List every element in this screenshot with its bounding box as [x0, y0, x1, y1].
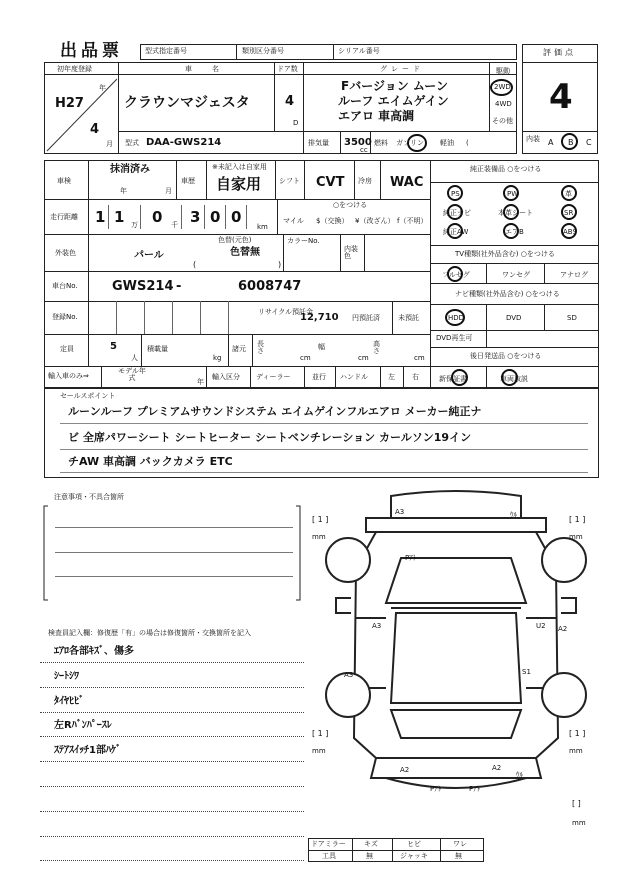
dvd-label: DVD再生可: [436, 334, 473, 342]
drive-label: 駆動: [496, 67, 510, 75]
rating-value: 4: [549, 77, 573, 117]
color-no-label: カラーNo.: [287, 237, 320, 245]
tv-oneseg[interactable]: ワンセグ: [502, 271, 530, 279]
equip-navi[interactable]: 純正ナビ: [443, 209, 471, 217]
interior-b[interactable]: B: [568, 138, 574, 147]
mark-front-a3: A3: [395, 508, 405, 516]
tv-label: TV種類(社外品含む) ○をつける: [455, 250, 555, 258]
equip-abs[interactable]: ABS: [563, 228, 577, 236]
doors-value: 4: [285, 94, 295, 109]
interior-circle: [561, 133, 578, 150]
meter-opt-3[interactable]: f（不明）: [397, 217, 428, 225]
grade-line-1: Fバージョン ムーン: [341, 79, 449, 93]
mark-rear-ware: ｳﾙ: [516, 771, 523, 779]
recycle-amount: 12,710: [300, 312, 339, 323]
dim-length-unit: cm: [300, 354, 311, 362]
inspector-label: 検査員記入欄：修復歴「有」の場合は修復箇所・交換箇所を記入: [48, 629, 251, 637]
caution-bracket: [42, 504, 302, 602]
mark-hood-patsu: Pｱﾄ: [405, 554, 417, 562]
equip-leather[interactable]: 革: [565, 190, 572, 198]
equip-abs-circle: [561, 223, 577, 239]
mileage-d5: 0: [210, 208, 221, 226]
handle-label: ハンドル: [340, 373, 368, 381]
equip-navi-circle: [447, 204, 463, 220]
caution-label: 注意事項・不具合箇所: [54, 493, 124, 501]
sales-line-3: チAW 車高調 バックカメラ ETC: [68, 455, 233, 468]
equip-ps-circle: [447, 185, 463, 201]
tire-fr-depth: [ 1 ]: [569, 515, 586, 524]
shaken-year-unit: 年: [120, 187, 127, 195]
mileage-sen: 千: [171, 221, 178, 229]
equip-pw[interactable]: PW: [507, 190, 519, 198]
after-manual-circle: [501, 369, 518, 386]
capacity-value: 5: [110, 341, 117, 352]
equip-pw-circle: [503, 185, 519, 201]
model-value: DAA-GWS214: [146, 137, 222, 148]
drive-4wd[interactable]: 4WD: [495, 100, 512, 108]
ac-label: 冷房: [358, 177, 372, 185]
capacity-label: 定員: [60, 345, 74, 353]
equip-sr-circle: [561, 204, 577, 220]
shaken-value: 抹消済み: [110, 164, 150, 175]
code-box: [140, 44, 517, 60]
mileage-d6: 0: [231, 208, 242, 226]
displacement-value: 3500: [344, 137, 372, 148]
mark-rear-patsu-b: Pｱﾄ: [469, 785, 481, 793]
mark-front-ware: ｳﾙ: [510, 511, 517, 519]
shift-value: CVT: [316, 175, 345, 190]
footer-h3: ヒビ: [407, 840, 421, 848]
inspector-line-2: ｼｰﾄｼﾜ: [54, 671, 79, 682]
tv-fullseg-circle: [447, 266, 463, 282]
interior-c[interactable]: C: [586, 138, 592, 147]
after-label: 後日発送品 ○をつける: [470, 352, 542, 360]
footer-h1: ドアミラー: [311, 840, 346, 848]
tire-fl-unit: mm: [312, 533, 326, 541]
navi-label: ナビ種類(社外品含む) ○をつける: [455, 290, 560, 298]
serial-label: シリアル番号: [338, 47, 380, 55]
form-title: 出品票: [60, 41, 123, 61]
after-warranty[interactable]: 新保証書: [439, 375, 467, 383]
form-code-label: 型式指定番号: [145, 47, 187, 55]
interior-a[interactable]: A: [548, 138, 554, 147]
drive-2wd-circle: [490, 79, 513, 96]
mark-rear-a2b: A2: [492, 764, 502, 772]
drive-2wd[interactable]: 2WD: [494, 83, 511, 91]
inspector-line-3: ﾀｲﾔﾋﾋﾞ: [54, 696, 84, 707]
car-diagram: [306, 488, 606, 844]
after-warranty-circle: [451, 369, 468, 386]
sales-points-label: セールスポイント: [60, 392, 116, 400]
mileage-man: 万: [131, 221, 138, 229]
mark-right-a2: A2: [558, 625, 568, 633]
equip-leather-circle: [561, 185, 577, 201]
meter-label: マイル: [283, 217, 304, 225]
dim-height-unit: cm: [414, 354, 425, 362]
tire-fl-depth: [ 1 ]: [312, 515, 329, 524]
footer-h4: ワレ: [453, 840, 467, 848]
reg-no-label: 登録No.: [52, 313, 78, 321]
month-unit: 月: [106, 140, 113, 148]
grade-line-3: エアロ 車高調: [338, 109, 415, 123]
capacity-unit: 人: [131, 354, 138, 362]
drive-other[interactable]: その他: [492, 117, 513, 125]
model-label: 型式: [125, 139, 139, 147]
model-year-label: モデル年式: [118, 367, 146, 382]
class-code-label: 類別区分番号: [242, 47, 284, 55]
dim-width-unit: cm: [358, 354, 369, 362]
displacement-label: 排気量: [308, 139, 329, 147]
footer-v4: 無: [455, 852, 462, 860]
mileage-d3: 0: [152, 208, 163, 226]
mileage-d2: 1: [114, 208, 125, 226]
doors-sub: D: [293, 119, 299, 127]
recycle-label: リサイクル預託金: [258, 308, 314, 316]
handle-left[interactable]: 左: [388, 373, 395, 381]
shaken-label: 車検: [57, 177, 71, 185]
equip-airbag-circle: [503, 223, 519, 239]
equip-aw-circle: [447, 223, 463, 239]
tire-rr-depth: [ 1 ]: [569, 729, 586, 738]
mileage-label: 走行距離: [50, 213, 78, 221]
chassis-label: 車台No.: [52, 282, 78, 290]
reg-month: 4: [90, 122, 100, 137]
chassis-dash: -: [176, 279, 182, 294]
color-value: パール: [134, 250, 164, 261]
tv-analog[interactable]: アナログ: [560, 271, 588, 279]
equip-sr[interactable]: SR: [564, 209, 574, 217]
mark-right-door-u2: U2: [536, 622, 546, 630]
navi-hdd[interactable]: HDD: [448, 314, 465, 322]
model-year-unit: 年: [197, 378, 204, 386]
name-label: 車名: [185, 65, 239, 73]
grade-line-2: ルーフ エイムゲイン: [338, 94, 449, 108]
tv-fullseg[interactable]: フルセグ: [442, 271, 470, 279]
equip-seat[interactable]: 本革シート: [498, 209, 533, 217]
mark-right-rear-s1: S1: [522, 668, 531, 676]
grade-label: グレード: [380, 65, 424, 73]
navi-hdd-circle: [445, 309, 465, 326]
fuel-gas[interactable]: ガソリン: [396, 139, 424, 147]
mileage-unit: km: [257, 223, 268, 231]
mileage-d1: 1: [95, 208, 106, 226]
chassis-prefix: GWS214: [112, 279, 174, 294]
rating-label: 評価点: [543, 48, 576, 57]
mileage-d4: 3: [190, 208, 201, 226]
history-label: 車歴: [181, 177, 195, 185]
equip-seat-circle: [503, 204, 519, 220]
vehicle-name: クラウンマジェスタ: [124, 95, 250, 111]
tire-rr-unit: mm: [569, 747, 583, 755]
inspector-line-1: ｴｱﾛ各部ｷｽﾞ、傷多: [54, 646, 134, 657]
footer-h2: キズ: [364, 840, 378, 848]
interior-color-label: 内装色: [344, 245, 358, 260]
genuine-label: 純正装備品 ○をつける: [470, 165, 542, 173]
inspector-line-5: ｽﾃｱｽｲｯﾁ1部ﾊｹﾞ: [54, 745, 121, 756]
fuel-label: 燃料: [374, 139, 388, 147]
tire-rl-unit: mm: [312, 747, 326, 755]
mark-left-rear-a3: A3: [344, 671, 354, 679]
year-unit: 年: [99, 84, 106, 92]
dim-label: 諸元: [232, 345, 246, 353]
mark-rear-a2: A2: [400, 766, 410, 774]
meter-note: ○をつける: [333, 201, 368, 209]
inspector-line-4: 左Rﾊﾞﾝﾊﾟｰｽﾚ: [54, 720, 112, 731]
handle-right[interactable]: 右: [412, 373, 419, 381]
dim-height: 高さ: [373, 340, 380, 355]
recycle-status: 未預託: [398, 314, 419, 322]
history-note: ※未記入は自家用: [212, 163, 267, 171]
meter-opt-2[interactable]: ¥（改ざん）: [355, 217, 395, 225]
mark-rear-patsu: Pｱﾄ: [430, 785, 442, 793]
date-slash: [45, 75, 117, 153]
import-label: 輸入車のみ⇒: [48, 372, 89, 380]
dim-length: 長さ: [257, 340, 264, 355]
chassis-number: 6008747: [238, 279, 302, 294]
navi-dvd[interactable]: DVD: [506, 314, 522, 322]
load-label: 積載量: [147, 345, 168, 353]
sales-line-2: ビ 全席パワーシート シートヒーター シートベンチレーション カールソン19イン: [68, 431, 472, 444]
meter-opt-1[interactable]: $（交換）: [316, 217, 349, 225]
tire-fr-unit: mm: [569, 533, 583, 541]
after-manual[interactable]: 車両取説: [500, 375, 528, 383]
dim-width: 幅: [318, 343, 325, 351]
load-unit: kg: [213, 354, 222, 362]
mark-left-door-a3: A3: [372, 622, 382, 630]
reg-year: H27: [55, 96, 84, 111]
parallel-option[interactable]: 並行: [312, 373, 326, 381]
import-class-label: 輸入区分: [212, 373, 240, 381]
footer-v3: ジャッキ: [400, 852, 428, 860]
equip-airbag[interactable]: エアB: [505, 228, 524, 236]
history-value: 自家用: [216, 175, 262, 193]
shift-label: シフト: [279, 177, 300, 185]
navi-sd[interactable]: SD: [567, 314, 577, 322]
equip-ps[interactable]: PS: [451, 190, 460, 198]
equip-aw[interactable]: 純正AW: [443, 228, 469, 236]
sales-line-1: ルーンルーフ プレミアムサウンドシステム エイムゲインフルエアロ メーカー純正ナ: [68, 405, 482, 418]
color-label: 外装色: [55, 249, 76, 257]
displacement-unit: cc: [360, 146, 368, 154]
fuel-diesel[interactable]: 軽油: [440, 139, 454, 147]
footer-v1: 工具: [322, 852, 336, 860]
doors-label: ドア数: [277, 65, 298, 73]
color-change-label: 色替(元色): [218, 236, 252, 244]
interior-label: 内装: [526, 135, 540, 143]
fuel-circle: [407, 134, 427, 152]
shaken-month-unit: 月: [165, 187, 172, 195]
dealer-option[interactable]: ディーラー: [256, 373, 291, 381]
ac-value: WAC: [390, 175, 424, 190]
tire-spare-unit: mm: [572, 819, 586, 827]
tire-spare-depth: [ ]: [572, 799, 581, 808]
reg-year-label: 初年度登録: [57, 65, 92, 73]
tire-rl-depth: [ 1 ]: [312, 729, 329, 738]
footer-v2: 無: [366, 852, 373, 860]
recycle-unit: 円預託済: [352, 314, 380, 322]
color-change-value: 色替無: [230, 247, 260, 258]
